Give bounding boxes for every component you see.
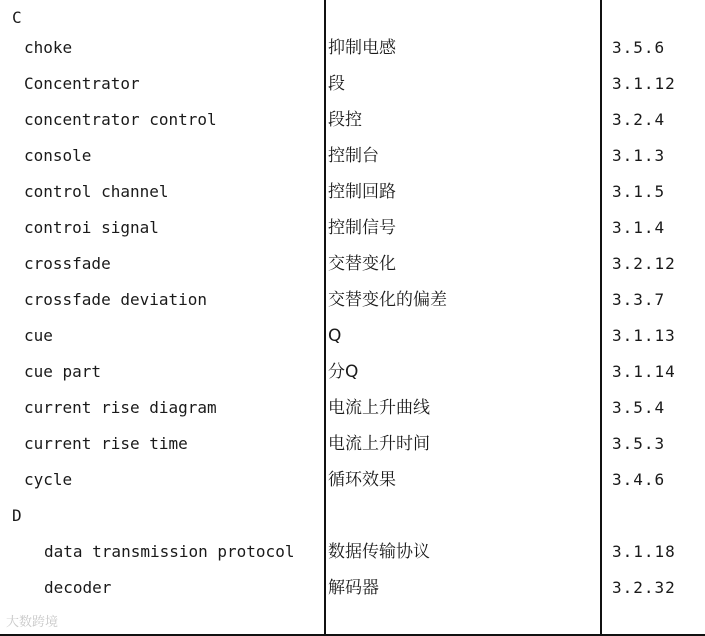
clause-number: 3.1.12 bbox=[612, 74, 676, 93]
term-chinese: 分Q bbox=[328, 362, 359, 382]
term-chinese: 控制台 bbox=[328, 146, 379, 166]
term-chinese: 控制信号 bbox=[328, 218, 396, 238]
table-row bbox=[0, 534, 705, 570]
term-chinese: 数据传输协议 bbox=[328, 542, 430, 562]
term-chinese: 解码器 bbox=[328, 578, 379, 598]
term-chinese: Q bbox=[328, 326, 342, 346]
term-chinese: 段 bbox=[328, 74, 345, 94]
term-chinese: 交替变化 bbox=[328, 254, 396, 274]
table-row bbox=[0, 462, 705, 498]
term-english: data transmission protocol bbox=[44, 542, 295, 561]
term-english: current rise time bbox=[24, 434, 188, 453]
clause-number: 3.4.6 bbox=[612, 470, 666, 489]
table-row bbox=[0, 570, 705, 606]
table-row bbox=[0, 102, 705, 138]
term-english: current rise diagram bbox=[24, 398, 217, 417]
term-english: crossfade bbox=[24, 254, 111, 273]
table-row bbox=[0, 246, 705, 282]
table-row bbox=[0, 426, 705, 462]
term-english: cycle bbox=[24, 470, 73, 489]
clause-number: 3.1.14 bbox=[612, 362, 676, 381]
clause-number: 3.3.7 bbox=[612, 290, 666, 309]
table-row bbox=[0, 318, 705, 354]
term-chinese: 抑制电感 bbox=[328, 38, 396, 58]
clause-number: 3.1.18 bbox=[612, 542, 676, 561]
term-english: crossfade deviation bbox=[24, 290, 208, 309]
section-letter: C bbox=[12, 8, 22, 27]
clause-number: 3.1.3 bbox=[612, 146, 666, 165]
term-english: controi signal bbox=[24, 218, 159, 237]
table-row bbox=[0, 174, 705, 210]
term-english: concentrator control bbox=[24, 110, 217, 129]
table-row bbox=[0, 138, 705, 174]
clause-number: 3.1.4 bbox=[612, 218, 666, 237]
table-row bbox=[0, 282, 705, 318]
term-chinese: 电流上升时间 bbox=[328, 434, 430, 454]
term-chinese: 循环效果 bbox=[328, 470, 396, 490]
clause-number: 3.1.5 bbox=[612, 182, 666, 201]
term-english: control channel bbox=[24, 182, 169, 201]
term-english: cue bbox=[24, 326, 53, 345]
table-row bbox=[0, 30, 705, 66]
term-english: Concentrator bbox=[24, 74, 140, 93]
clause-number: 3.5.3 bbox=[612, 434, 666, 453]
section-header-row bbox=[0, 498, 705, 534]
table-row bbox=[0, 66, 705, 102]
clause-number: 3.1.13 bbox=[612, 326, 676, 345]
watermark: 大数跨境 bbox=[6, 615, 59, 630]
term-english: cue part bbox=[24, 362, 102, 381]
term-english: choke bbox=[24, 38, 73, 57]
clause-number: 3.5.4 bbox=[612, 398, 666, 417]
table-row bbox=[0, 390, 705, 426]
clause-number: 3.2.12 bbox=[612, 254, 676, 273]
table-row bbox=[0, 354, 705, 390]
term-english: console bbox=[24, 146, 92, 165]
term-chinese: 交替变化的偏差 bbox=[328, 290, 447, 310]
term-chinese: 控制回路 bbox=[328, 182, 396, 202]
clause-number: 3.2.4 bbox=[612, 110, 666, 129]
clause-number: 3.2.32 bbox=[612, 578, 676, 597]
term-english: decoder bbox=[44, 578, 112, 597]
section-letter: D bbox=[12, 506, 22, 525]
term-chinese: 电流上升曲线 bbox=[328, 398, 430, 418]
term-chinese: 段控 bbox=[328, 110, 362, 130]
table-row bbox=[0, 210, 705, 246]
clause-number: 3.5.6 bbox=[612, 38, 666, 57]
